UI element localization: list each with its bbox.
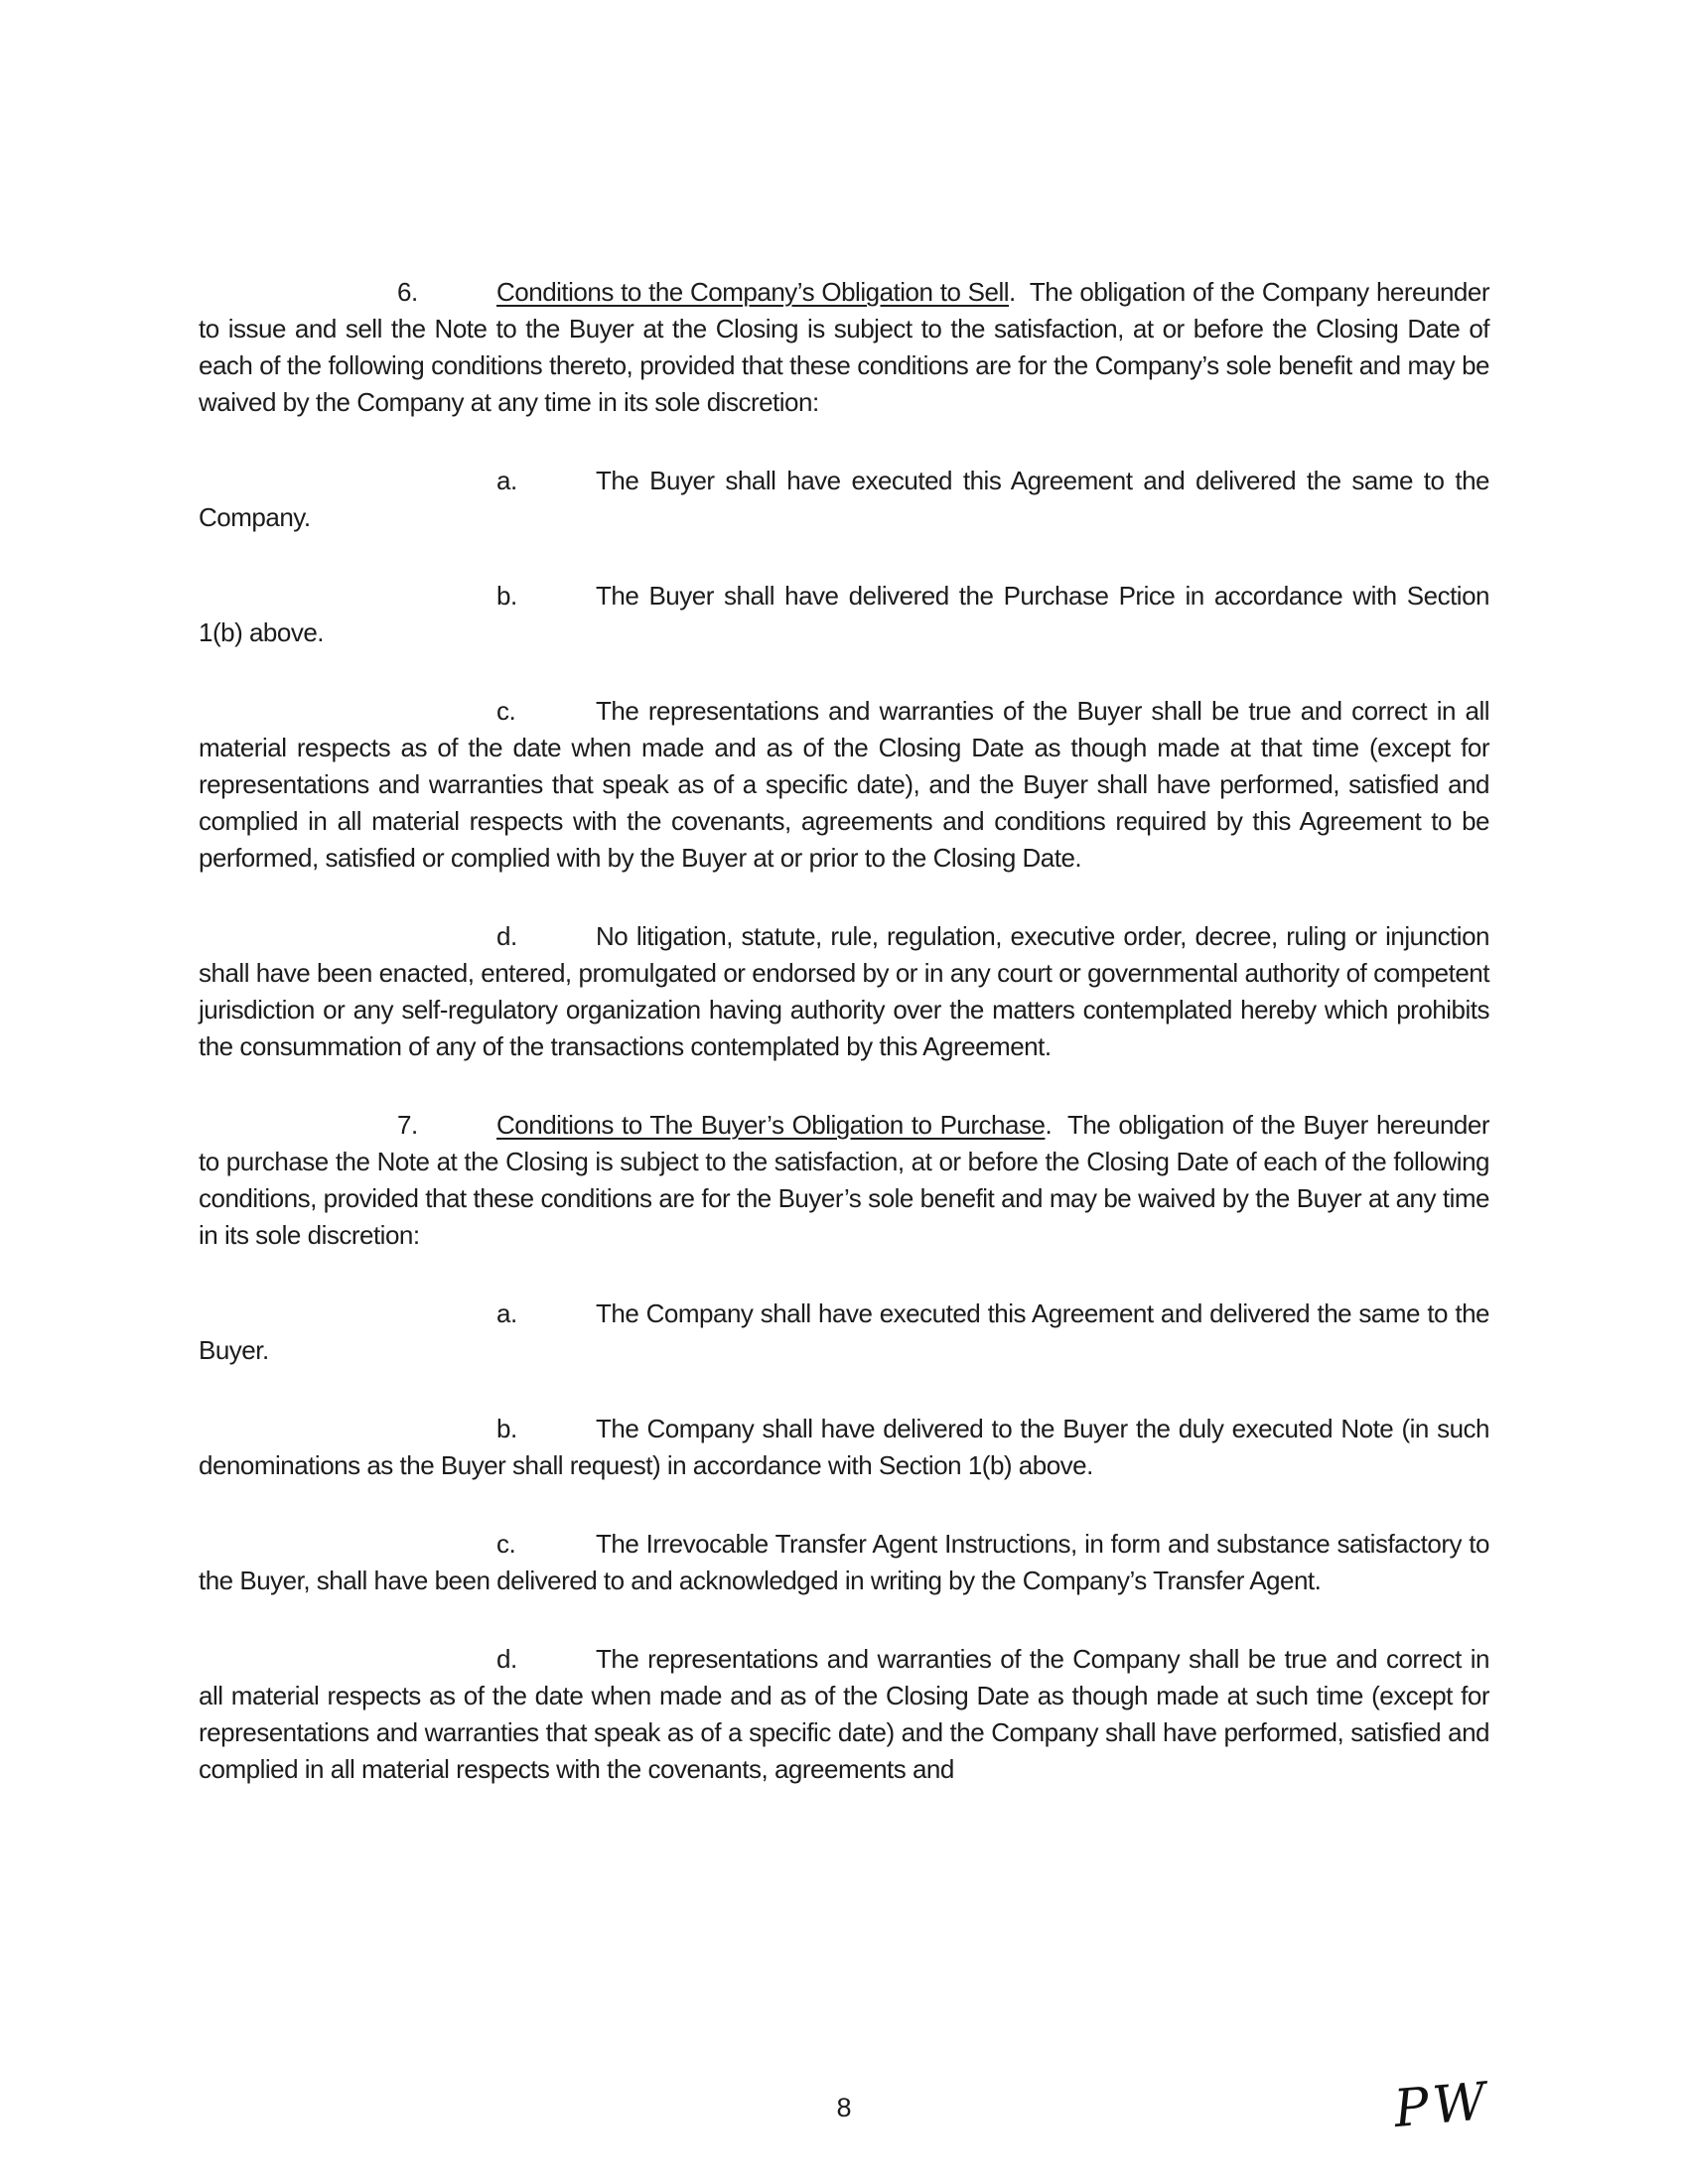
item-6b-text: The Buyer shall have delivered the Purchase Price in accordance with Section 1(b) above. bbox=[199, 581, 1489, 647]
item-7a-letter: a. bbox=[496, 1298, 517, 1328]
document-body bbox=[199, 274, 1489, 1830]
section-7-intro-text: . The obligation of the Buyer hereunder to purchase the Note at the Closing is subject to the satisfaction, at or before the Closing Date of each of the following conditions, provided that these conditions are for the Buyer’s sole benefit and may be waived by the Buyer at any time in its sole discretion: bbox=[199, 1110, 1489, 1250]
item-7b-paragraph bbox=[199, 1411, 1489, 1484]
section-6-number: 6. bbox=[397, 277, 418, 307]
item-6d-letter: d. bbox=[496, 921, 517, 951]
item-6b-paragraph bbox=[199, 578, 1489, 651]
item-7c-letter: c. bbox=[496, 1529, 516, 1559]
section-7-number: 7. bbox=[397, 1110, 418, 1140]
item-7d-text: The representations and warranties of the Company shall be true and correct in all material respects as of the date when made and as of the Closing Date as though made at such time (except for representations and warranties that speak as of a specific date) and the Company shall have performed, satisfied and complied in all material respects with the covenants, agreements and bbox=[199, 1644, 1489, 1784]
item-6d-paragraph bbox=[199, 918, 1489, 1065]
item-7a-text: The Company shall have executed this Agreement and delivered the same to the Buyer. bbox=[199, 1298, 1489, 1365]
item-6a-paragraph bbox=[199, 463, 1489, 536]
item-6a-letter: a. bbox=[496, 466, 517, 495]
section-6-intro-paragraph bbox=[199, 274, 1489, 421]
section-7-heading: Conditions to The Buyer’s Obligation to Purchase bbox=[496, 1110, 1046, 1140]
item-7c-paragraph bbox=[199, 1526, 1489, 1599]
item-7a-paragraph bbox=[199, 1296, 1489, 1369]
item-6a-text: The Buyer shall have executed this Agreement and delivered the same to the Company. bbox=[199, 466, 1489, 532]
item-7b-letter: b. bbox=[496, 1414, 517, 1443]
handwritten-initials: PW bbox=[1391, 2071, 1492, 2140]
section-7-intro-paragraph bbox=[199, 1107, 1489, 1254]
item-7c-text: The Irrevocable Transfer Agent Instructions, in form and substance satisfactory to the Buyer, shall have been delivered to and acknowledged in writing by the Company’s Transfer Agent. bbox=[199, 1529, 1489, 1595]
section-6-intro-text: . The obligation of the Company hereunder to issue and sell the Note to the Buyer at the Closing is subject to the satisfaction, at or before the Closing Date of each of the following conditions thereto, provided that these conditions are for the Company’s sole benefit and may be waived by the Company at any time in its sole discretion: bbox=[199, 277, 1489, 417]
item-6b-letter: b. bbox=[496, 581, 517, 611]
item-7b-text: The Company shall have delivered to the Buyer the duly executed Note (in such denominations as the Buyer shall request) in accordance with Section 1(b) above. bbox=[199, 1414, 1489, 1480]
item-7d-letter: d. bbox=[496, 1644, 517, 1674]
item-7d-paragraph bbox=[199, 1641, 1489, 1788]
item-6d-text: No litigation, statute, rule, regulation, executive order, decree, ruling or injunction shall have been enacted, entered, promulgated or endorsed by or in any court or governmental authority of competent jurisdiction or any self-regulatory organization having authority over the matters contemplated hereby which prohibits the consummation of any of the transactions contemplated by this Agreement. bbox=[199, 921, 1489, 1061]
section-6-heading: Conditions to the Company’s Obligation to Sell bbox=[496, 277, 1010, 307]
item-6c-text: The representations and warranties of the Buyer shall be true and correct in all material respects as of the date when made and as of the Closing Date as though made at that time (except for representations and warranties that speak as of a specific date), and the Buyer shall have performed, satisfied and complied in all material respects with the covenants, agreements and conditions required by this Agreement to be performed, satisfied or complied with by the Buyer at or prior to the Closing Date. bbox=[199, 696, 1489, 873]
item-6c-paragraph bbox=[199, 693, 1489, 877]
page-number: 8 bbox=[836, 2093, 852, 2122]
item-6c-letter: c. bbox=[496, 696, 516, 726]
